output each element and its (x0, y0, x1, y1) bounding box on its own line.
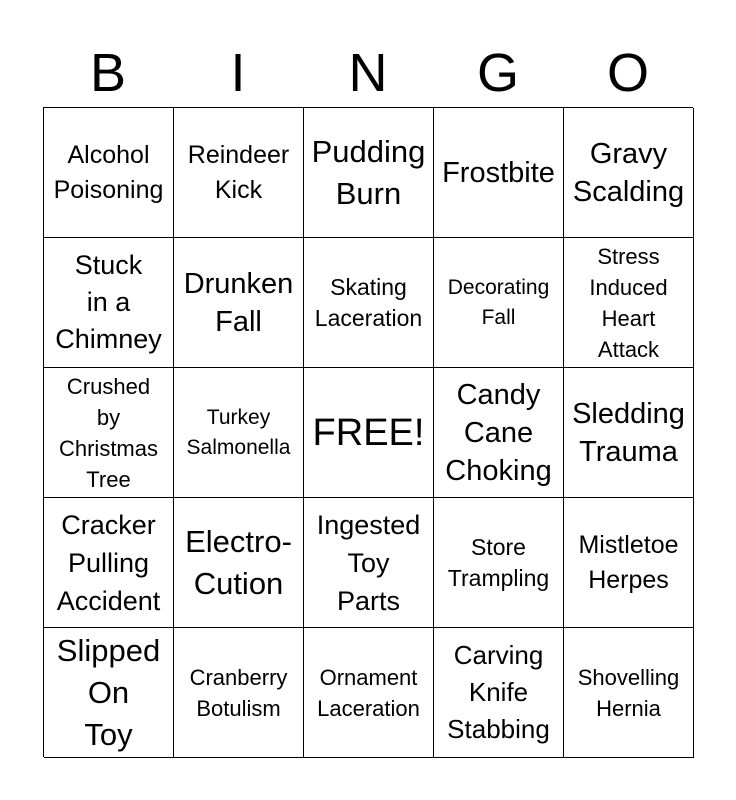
cell-label: Shovelling Hernia (577, 664, 680, 721)
cell-label: Ornament Laceration (317, 664, 420, 721)
cell-label: Ingested Toy Parts (316, 509, 421, 616)
cell-label: Reindeer Kick (187, 140, 290, 204)
cell-label: Drunken Fall (183, 267, 294, 338)
bingo-cell[interactable] (174, 628, 304, 758)
bingo-cell[interactable] (44, 108, 174, 238)
bingo-cell[interactable] (434, 628, 564, 758)
cell-label: Stress Induced Heart Attack (589, 243, 668, 362)
cell-label: Alcohol Poisoning (53, 140, 164, 204)
bingo-cell[interactable] (434, 108, 564, 238)
bingo-cell[interactable] (44, 238, 174, 368)
cell-label: Cranberry Botulism (189, 664, 288, 721)
cell-label: Turkey Salmonella (186, 405, 291, 459)
cell-label: Mistletoe Herpes (578, 530, 679, 594)
cell-label: Cracker Pulling Accident (56, 509, 161, 616)
header-letter-g: G (476, 43, 519, 103)
cell-label: Slipped On Toy (56, 632, 161, 752)
cell-label: Store Trampling (447, 533, 550, 591)
bingo-cell[interactable] (174, 108, 304, 238)
bingo-cell[interactable] (564, 108, 694, 238)
bingo-cell[interactable] (434, 368, 564, 498)
cell-label: Decorating Fall (447, 275, 550, 329)
bingo-cell[interactable] (434, 238, 564, 368)
header-letter-i: I (230, 43, 246, 103)
cell-label: Carving Knife Stabbing (447, 640, 550, 744)
cell-label: Stuck in a Chimney (55, 250, 162, 354)
header-letter-b: B (89, 43, 127, 103)
free-space[interactable] (304, 368, 434, 498)
bingo-cell[interactable] (304, 628, 434, 758)
bingo-cell[interactable] (564, 238, 694, 368)
free-space-label: FREE! (312, 411, 425, 454)
bingo-header (43, 40, 693, 106)
bingo-cell[interactable] (44, 498, 174, 628)
cell-label: Crushed by Christmas Tree (58, 373, 158, 492)
bingo-cell[interactable] (44, 628, 174, 758)
header-letter-n: N (348, 43, 388, 103)
cell-label: Gravy Scalding (572, 137, 685, 208)
bingo-cell[interactable] (304, 108, 434, 238)
bingo-cell[interactable] (434, 498, 564, 628)
cell-label: Candy Cane Choking (445, 378, 552, 487)
cell-label: Sledding Trauma (572, 397, 685, 468)
cell-label: Pudding Burn (311, 133, 426, 211)
bingo-cell[interactable] (44, 368, 174, 498)
bingo-cell[interactable] (304, 238, 434, 368)
header-letter-o: O (606, 43, 649, 103)
bingo-cell[interactable] (304, 498, 434, 628)
cell-label: Electro- Cution (185, 523, 292, 601)
bingo-cell[interactable] (564, 628, 694, 758)
cell-label: Frostbite (442, 156, 555, 189)
bingo-cell[interactable] (564, 498, 694, 628)
bingo-board (43, 107, 693, 757)
bingo-cell[interactable] (174, 498, 304, 628)
cell-label: Skating Laceration (314, 273, 423, 331)
bingo-cell[interactable] (174, 238, 304, 368)
bingo-cell[interactable] (174, 368, 304, 498)
bingo-cell[interactable] (564, 368, 694, 498)
